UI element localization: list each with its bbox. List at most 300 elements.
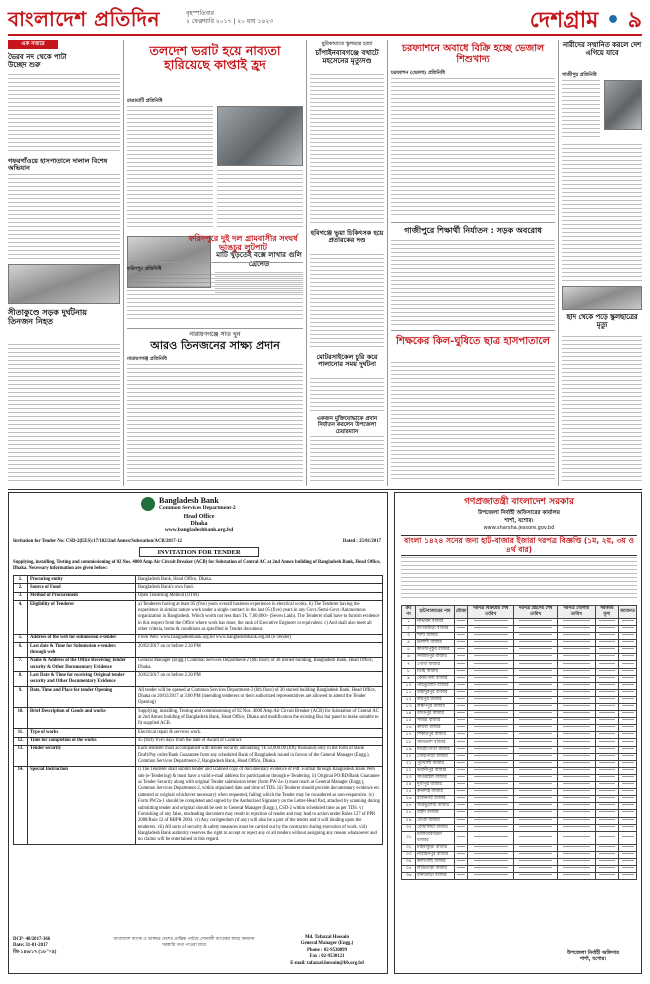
column-header: মৌজা (454, 606, 468, 619)
column-divider (387, 40, 388, 486)
row-number: 12. (14, 737, 28, 745)
mid-headline-4: একজন মুক্তিযোদ্ধাকে প্রদান নির্যাতন করলেন উপজেলা চেয়ারম্যান (316, 416, 378, 435)
tender-row (14, 737, 383, 745)
row-number: ১১ (402, 689, 416, 696)
market-cell (468, 810, 514, 817)
market-cell (454, 746, 468, 753)
left-headline-3: সীতাকুণ্ডে সড়ক দুর্ঘটনায় তিনজন নিহত (8, 308, 87, 327)
market-row (402, 633, 637, 640)
gd-number: জি-১৪৬/১৭ (১৮"×৪) (13, 949, 57, 955)
section-title (530, 6, 642, 36)
market-cell (454, 725, 468, 732)
gov-sign (553, 951, 633, 963)
row-number: ২০ (402, 753, 416, 760)
market-row (402, 711, 637, 718)
tender-row (14, 672, 383, 687)
row-value: From Web: www.bangladeshbank.org.bd www.bangladeshbank.org.bd (e-Tender) (136, 634, 383, 642)
far-right-headline: নারীদের সম্মানিত করলে দেশ এগিয়ে যাবে (562, 41, 642, 57)
market-name: বাইশ বাজার (416, 810, 455, 817)
tender-row (14, 634, 383, 642)
market-cell (454, 753, 468, 760)
market-cell (454, 739, 468, 746)
tender-row (14, 708, 383, 729)
mid-headline-3: মোটরসাইকেল চুরি করে পালানোর সময় দুর্ঘটনা (316, 353, 378, 369)
tender-intro: Supplying, installing, Testing and commissioning of 02 Nos. 4000 Amp Air Circuit Breaker (ACB) for Substation of Central AC at 2nd Annex building of Bangladesh Bank, Head Office, Dhaka. Necessary information are given below: (13, 560, 381, 572)
market-cell (514, 668, 558, 675)
market-cell (595, 760, 619, 767)
market-cell (468, 789, 514, 796)
left-headline-1: ভৈরব নদ থেকে পাটা উচ্ছেদ শুরু (8, 53, 67, 70)
row-key: Date, Time and Place for tender Opening (28, 687, 136, 708)
market-row (402, 760, 637, 767)
row-value: 45 (forty five) days from the date of Award of Contract. (136, 737, 383, 745)
article-text (562, 144, 642, 282)
row-number: ৫ (402, 647, 416, 654)
market-name: কায়বা বাজার (416, 725, 455, 732)
row-number: ২ (402, 625, 416, 632)
market-cell (558, 689, 595, 696)
market-cell (514, 647, 558, 654)
market-row (402, 753, 637, 760)
market-row (402, 746, 637, 753)
market-row (402, 831, 637, 844)
market-cell (468, 618, 514, 625)
tender-row (14, 729, 383, 737)
market-cell (514, 824, 558, 831)
market-cell (558, 789, 595, 796)
right-byline: চরফ্যাশন (ভোলা) প্রতিনিধি (391, 70, 445, 76)
row-number: ৩০ (402, 824, 416, 831)
market-cell (514, 689, 558, 696)
row-number: ১৬ (402, 725, 416, 732)
tender-notice (8, 492, 388, 974)
market-cell (558, 647, 595, 654)
market-name: উলাশী বাজার (416, 640, 455, 647)
row-number: ২৫ (402, 789, 416, 796)
market-cell (558, 696, 595, 703)
market-cell (558, 865, 595, 872)
row-key: Procuring entity (28, 576, 136, 584)
row-number: ১৫ (402, 718, 416, 725)
market-name: লাউতাড়া বাজার (416, 865, 455, 872)
market-cell (468, 851, 514, 858)
row-number: 2. (14, 584, 28, 592)
market-cell (619, 831, 637, 844)
market-cell (468, 696, 514, 703)
tender-row (14, 687, 383, 708)
lead-headline: তলদেশ ভরাট হয়ে নাব্যতা হারিয়েছে কাপ্তাই হ্রদ (149, 43, 281, 73)
market-cell (558, 732, 595, 739)
market-cell (514, 774, 558, 781)
market-cell (468, 774, 514, 781)
market-cell (595, 789, 619, 796)
row-number: ১৪ (402, 711, 416, 718)
market-cell (514, 704, 558, 711)
portrait-photo (604, 80, 642, 130)
mid-column (310, 40, 384, 486)
market-cell (619, 739, 637, 746)
market-cell (514, 711, 558, 718)
article-text (310, 74, 384, 224)
market-cell (619, 704, 637, 711)
gov-notice (394, 492, 642, 974)
center-headline: ফরিদপুরে দুই দল গ্রামবাসীর সংঘর্ষ ভাঙচুর লুটপাট (188, 234, 298, 253)
market-cell (558, 725, 595, 732)
weekday: বৃহস্পতিবার (186, 10, 214, 17)
row-number: ১০ (402, 682, 416, 689)
article-text (8, 74, 120, 152)
tender-row (14, 643, 383, 658)
market-cell (454, 732, 468, 739)
market-cell (558, 654, 595, 661)
row-number: ২৪ (402, 782, 416, 789)
market-cell (595, 824, 619, 831)
market-cell (619, 767, 637, 774)
row-number: ৭ (402, 661, 416, 668)
market-cell (619, 654, 637, 661)
row-number: ২৩ (402, 774, 416, 781)
row-value: Bangladesh Bank's own fund. (136, 584, 383, 592)
market-cell (514, 696, 558, 703)
row-number: 8. (14, 672, 28, 687)
column-header: জামানত (619, 606, 637, 619)
market-name: বসতপুর বাজার (416, 711, 455, 718)
market-cell (514, 789, 558, 796)
market-row (402, 796, 637, 803)
row-number: 9. (14, 687, 28, 708)
market-cell (454, 774, 468, 781)
row-number: ৬ (402, 654, 416, 661)
market-name: মহিষাকুড়া বাজার (416, 844, 455, 851)
market-cell (619, 682, 637, 689)
market-row (402, 774, 637, 781)
market-cell (595, 753, 619, 760)
market-cell (558, 640, 595, 647)
market-cell (595, 668, 619, 675)
market-cell (595, 872, 619, 879)
market-cell (595, 682, 619, 689)
market-cell (468, 782, 514, 789)
right-headline: চরফ্যাশনে অবাধে বিক্রি হচ্ছে ভেজাল শিশুখাদ্য (401, 43, 545, 65)
footer-date: Date: 31-01-2017 (13, 943, 48, 949)
notice-text (401, 557, 637, 601)
market-cell (619, 803, 637, 810)
market-name: বাগআঁচড়া বাজার (416, 625, 455, 632)
page-number: ৯ (627, 8, 642, 33)
market-cell (468, 865, 514, 872)
market-row (402, 789, 637, 796)
market-cell (558, 782, 595, 789)
market-cell (595, 851, 619, 858)
gov-title: গণপ্রজাতন্ত্রী বাংলাদেশ সরকার (464, 497, 574, 507)
market-cell (454, 760, 468, 767)
market-cell (595, 844, 619, 851)
market-cell (454, 817, 468, 824)
narayanganj-headline: আরও তিনজনের সাক্ষ্য প্রদান (150, 339, 280, 352)
market-name: জামতলা বাজার (416, 739, 455, 746)
market-cell (619, 851, 637, 858)
row-number: 13. (14, 745, 28, 766)
market-cell (468, 647, 514, 654)
row-key: Tender security (28, 745, 136, 766)
market-cell (454, 668, 468, 675)
market-cell (514, 753, 558, 760)
market-cell (558, 767, 595, 774)
market-cell (454, 767, 468, 774)
market-cell (454, 789, 468, 796)
section-divider (8, 489, 642, 490)
market-cell (468, 872, 514, 879)
row-key: Eligibility of Tenderer (28, 601, 136, 635)
row-value: Electrical repair & services work. (136, 729, 383, 737)
market-cell (558, 824, 595, 831)
market-cell (514, 633, 558, 640)
market-cell (619, 844, 637, 851)
column-header: দরপত্র খোলার তারিখ (558, 606, 595, 619)
gov-notice-title: বাংলা ১৪২৪ সনের জন্য হাট-বাজার ইজারা দরপত্র বিজ্ঞপ্তি (১ম, ২য়, ৩য় ও ৪র্থ বার) (401, 535, 637, 556)
market-row (402, 803, 637, 810)
market-cell (595, 810, 619, 817)
market-cell (595, 661, 619, 668)
market-row (402, 675, 637, 682)
market-cell (454, 718, 468, 725)
tender-row (14, 657, 383, 672)
market-table (401, 605, 637, 880)
right-headline-2: গাজীপুরে শিক্ষার্থী নির্যাতন : সড়ক অবরোধ (404, 226, 542, 235)
divider (127, 328, 303, 329)
market-cell (595, 689, 619, 696)
tender-row (14, 592, 383, 600)
market-cell (468, 689, 514, 696)
market-cell (619, 760, 637, 767)
dateline (186, 10, 273, 26)
market-cell (514, 796, 558, 803)
market-cell (468, 760, 514, 767)
masthead (8, 6, 642, 36)
column-divider (558, 40, 559, 486)
market-row (402, 689, 637, 696)
market-cell (595, 704, 619, 711)
market-cell (619, 753, 637, 760)
signatory-phone: Phone : 02-9530099 (307, 947, 347, 953)
market-row (402, 654, 637, 661)
market-cell (595, 647, 619, 654)
market-cell (468, 633, 514, 640)
market-cell (558, 858, 595, 865)
market-cell (514, 682, 558, 689)
row-number: 14. (14, 766, 28, 844)
market-cell (558, 753, 595, 760)
market-table-wrap (401, 605, 637, 880)
center-story (127, 266, 303, 324)
invitation-ref: Invitation for Tender No: CSD-2(EES):17/102/2nd Annex/Substation/ACB/2017-12 (13, 539, 182, 544)
column-header: দরপত্র গ্রহণের শেষ তারিখ (514, 606, 558, 619)
market-cell (558, 817, 595, 824)
row-value: i) The Tenderer shall submit tender and scanned copy of documentary evidence of Pdf. Format through Bangladesh Bank Web site (e-Tendering) & must have a valid e-mail address for participation through e-Tendering. ii) Original PO/BD/Bank Guarantee as Tender Security along with original Tender submission letter (form PW-2a-1) must reach at General Manager (Engg.), Common Services Department-2, within stipulated date and time of TDS. iii) Tenderer should provide documentary evidence etc (attested or original whichever necessary) when requested, failing which the Tender may be considered as non-responsive. iv) Form PW2a-1 should be completed and signed by the Authorized Signatory on the Letter-Head Pad, attached by scanning during submitting tender and original should be sent to General Manager (Engg.), CSD-2 within scheduled time as per TDS. v) Furnishing of any false, misleading document may result in rejection of tender and may lead to action under Rules 127 of PPR 2008/Rule 12 of BBPR 2004. vi) Any corrigendum (if any) will also be a part of the tender and it will binding upon the tenderers. vii) All sorts of security & safety measures must be carried out by the contractor during execution of work. viii) Bangladesh Bank authority reserves the right to accept or reject any or all tenders without assigning any reason whatsoever and no claims will be entertained in this regard. (136, 766, 383, 844)
row-key: Method of Procurement (28, 592, 136, 600)
tender-table (13, 575, 383, 845)
narayanganj-byline: নারায়ণগঞ্জ প্রতিনিধি (127, 356, 167, 362)
row-number: ৩ (402, 633, 416, 640)
market-cell (619, 633, 637, 640)
market-cell (595, 618, 619, 625)
office: Head Office (183, 514, 215, 520)
market-cell (558, 633, 595, 640)
market-cell (595, 803, 619, 810)
row-number: ২৬ (402, 796, 416, 803)
article-text (8, 344, 120, 484)
market-name: রাজনগর বাজার (416, 796, 455, 803)
market-cell (468, 844, 514, 851)
news-photo (8, 264, 120, 304)
row-key: Brief Description of Goods and works (28, 708, 136, 729)
market-row (402, 647, 637, 654)
lead-story (127, 40, 303, 300)
article-text (127, 364, 303, 484)
sign-title: উপজেলা নির্বাহী অফিসার (566, 950, 620, 956)
left-column (8, 40, 120, 486)
row-number: ৮ (402, 668, 416, 675)
market-cell (514, 844, 558, 851)
market-cell (595, 858, 619, 865)
market-name: বাহাদুরপুর বাজার (416, 689, 455, 696)
invitation-date: Dated : 25/01/2017 (342, 539, 381, 544)
row-number: ২১ (402, 760, 416, 767)
row-number: ৩৩ (402, 851, 416, 858)
row-value: 20/02/2017 on or before 2.30 PM (136, 643, 383, 658)
market-cell (468, 675, 514, 682)
gov-website: www.sharsha.jessore.gov.bd (483, 525, 555, 531)
article-text (217, 170, 303, 230)
row-value: Open Tendering Method (OTM) (136, 592, 383, 600)
row-number: ৩৬ (402, 872, 416, 879)
market-cell (468, 817, 514, 824)
market-cell (514, 851, 558, 858)
market-cell (454, 851, 468, 858)
row-value: Bangladesh Bank, Head Office, Dhaka. (136, 576, 383, 584)
market-row (402, 782, 637, 789)
market-cell (619, 640, 637, 647)
market-name: কাগজপুকুর বাজার (416, 647, 455, 654)
row-number: 10. (14, 708, 28, 729)
tender-row (14, 584, 383, 592)
market-cell (468, 725, 514, 732)
tender-footer-ref (13, 937, 103, 956)
market-row (402, 725, 637, 732)
sign-place: শার্শা, যশোর। (579, 955, 607, 962)
row-number: ১ (402, 618, 416, 625)
market-cell (468, 640, 514, 647)
row-number: 1. (14, 576, 28, 584)
row-key: Time for completion of the works (28, 737, 136, 745)
bullet-icon: • (605, 8, 621, 33)
market-cell (454, 796, 468, 803)
market-cell (468, 753, 514, 760)
issue-date: ২ ফেব্রুয়ারি ২০১৭ | ২০ মাঘ ১৪২৩ (186, 17, 274, 25)
article-text (127, 274, 303, 322)
market-cell (619, 872, 637, 879)
far-right-column (562, 40, 642, 486)
market-row (402, 810, 637, 817)
market-cell (595, 711, 619, 718)
center-story-head (180, 234, 306, 260)
market-name: বেনাপোল বাজার (416, 675, 455, 682)
market-cell (468, 625, 514, 632)
divider (391, 222, 555, 223)
market-cell (514, 718, 558, 725)
market-cell (619, 817, 637, 824)
row-number: ১৭ (402, 732, 416, 739)
market-cell (514, 625, 558, 632)
market-row (402, 872, 637, 879)
gov-office: উপজেলা নির্বাহী অফিসারের কার্যালয় (478, 510, 560, 516)
market-cell (468, 654, 514, 661)
lead-photo (217, 106, 303, 166)
market-cell (454, 844, 468, 851)
market-cell (454, 633, 468, 640)
market-cell (454, 782, 468, 789)
market-row (402, 767, 637, 774)
market-cell (619, 718, 637, 725)
article-text (391, 240, 555, 326)
market-name: কলাগাছি বাজার (416, 858, 455, 865)
market-cell (558, 661, 595, 668)
market-name: নারায়নপুর বাজার (416, 851, 455, 858)
market-row (402, 824, 637, 831)
narayanganj-story (127, 332, 303, 486)
market-cell (514, 872, 558, 879)
signatory-fax: Fax : 02-9530121 (309, 954, 345, 960)
row-number: ৪ (402, 640, 416, 647)
market-cell (514, 767, 558, 774)
market-name: শিকারপুর বাজার (416, 732, 455, 739)
market-row (402, 668, 637, 675)
signatory-name: Md. Tafazzal Hossain (304, 935, 350, 940)
market-cell (595, 782, 619, 789)
article-text (562, 80, 600, 140)
market-cell (454, 803, 468, 810)
article-text (391, 362, 555, 482)
section-name: দেশগ্রাম (529, 8, 599, 33)
divider (391, 330, 555, 331)
market-row (402, 844, 637, 851)
market-cell (558, 796, 595, 803)
market-cell (514, 675, 558, 682)
market-row (402, 732, 637, 739)
market-cell (595, 640, 619, 647)
market-cell (468, 746, 514, 753)
market-cell (595, 739, 619, 746)
row-number: ২৯ (402, 817, 416, 824)
market-name: ভবানীপুর বাজার (416, 767, 455, 774)
market-cell (454, 831, 468, 844)
row-value: 20/02/2017 on or before 2.30 PM (136, 672, 383, 687)
market-cell (454, 689, 468, 696)
signatory-title: General Manager (Engg.) (300, 941, 354, 947)
news-photo (562, 286, 642, 310)
market-cell (514, 661, 558, 668)
market-cell (454, 696, 468, 703)
market-cell (514, 817, 558, 824)
market-cell (454, 704, 468, 711)
right-headline-3: শিক্ষকের কিল-ঘুষিতে ছাত্র হাসপাতালে (396, 336, 550, 347)
tender-row (14, 745, 383, 766)
far-right-byline: গাজীপুর প্রতিনিধি (562, 72, 597, 78)
market-row (402, 858, 637, 865)
market-cell (558, 618, 595, 625)
market-cell (558, 746, 595, 753)
city: Dhaka (190, 521, 208, 527)
